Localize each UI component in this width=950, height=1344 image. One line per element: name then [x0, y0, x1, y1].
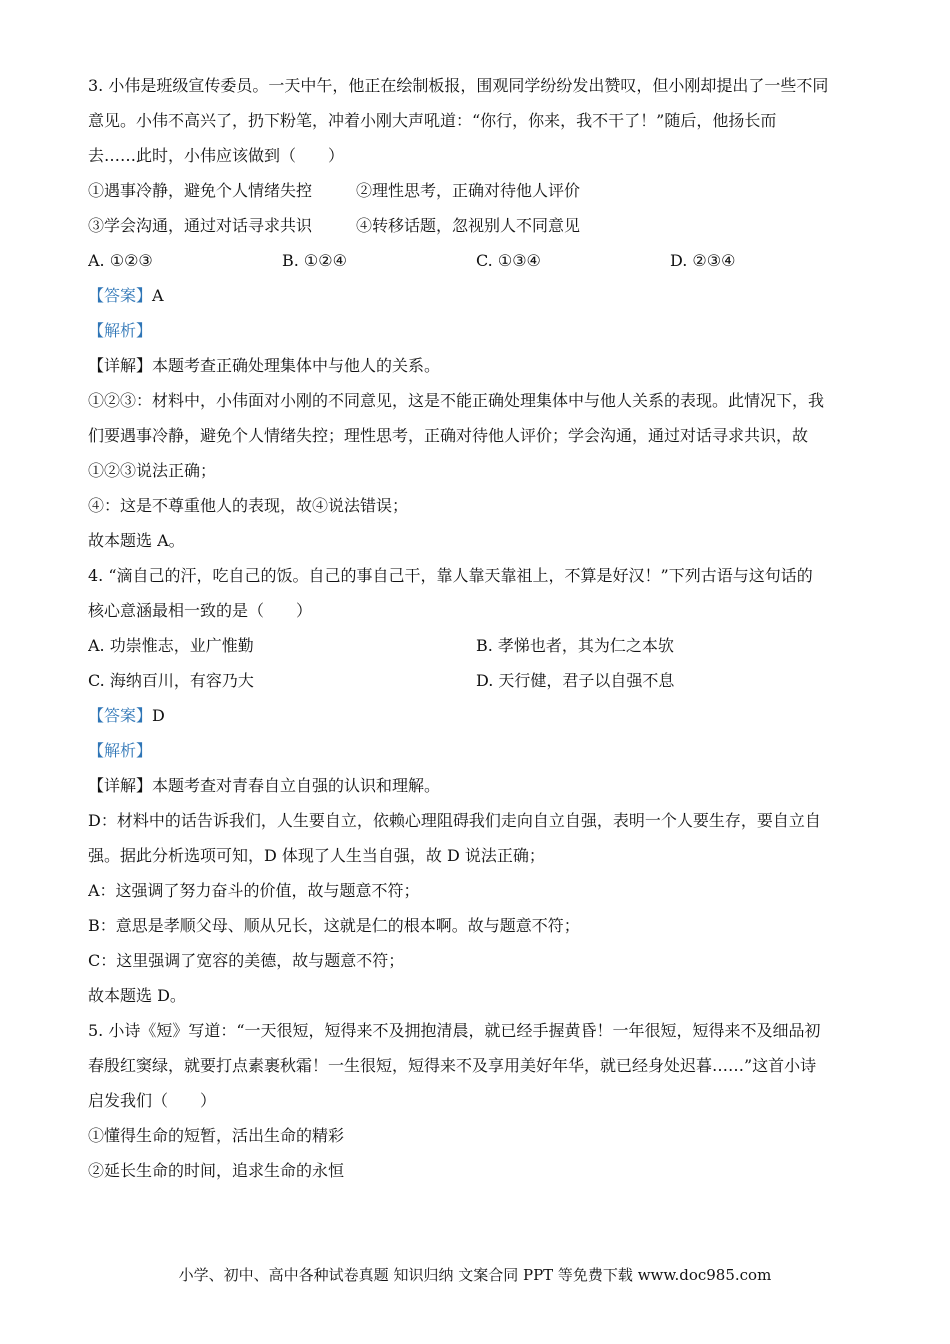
document-body [88, 68, 868, 1188]
analysis-tag: 【解析】 [88, 321, 153, 340]
question-stem-line: 春殷红窦绿，就要打点素裹秋霜！一生很短，短得来不及享用美好年华，就已经身处迟暮……”这首小诗 [88, 1056, 817, 1075]
question-stem-line: 意见。小伟不高兴了，扔下粉笔，冲着小刚大声吼道：“你行，你来，我不干了！”随后，他扬长而 [88, 111, 777, 130]
options-row [88, 663, 868, 698]
answer-tag: 【答案】 [88, 706, 153, 725]
detail-line: 故本题选 A。 [88, 531, 185, 550]
option-a: A. 功崇惟志，业广惟勤 [88, 636, 254, 655]
analysis-tag: 【解析】 [88, 741, 153, 760]
answer-value: A [152, 286, 164, 305]
detail-line: C：这里强调了宽容的美德，故与题意不符； [88, 951, 405, 970]
question-stem-line: 3. 小伟是班级宣传委员。一天中午，他正在绘制板报，围观同学纷纷发出赞叹，但小刚却提出了一些不同 [88, 76, 829, 95]
statement-item: ①懂得生命的短暂，活出生命的精彩 [88, 1126, 345, 1145]
option-d: D. 天行健，君子以自强不息 [476, 671, 675, 690]
statement-item: ②延长生命的时间，追求生命的永恒 [88, 1161, 345, 1180]
option-b: B. ①②④ [282, 251, 347, 270]
page-footer: 小学、初中、高中各种试卷真题 知识归纳 文案合同 PPT 等免费下载 www.doc985.com [178, 1266, 772, 1284]
detail-line: 故本题选 D。 [88, 986, 186, 1005]
detail-line: 强。据此分析选项可知，D 体现了人生当自强，故 D 说法正确； [88, 846, 545, 865]
detail-line: ①②③：材料中，小伟面对小刚的不同意见，这是不能正确处理集体中与他人关系的表现。此情况下，我 [88, 391, 825, 410]
statement-row [88, 173, 868, 208]
detail-line: D：材料中的话告诉我们，人生要自立，依赖心理阻碍我们走向自立自强，表明一个人要生存，要自立自 [88, 811, 821, 830]
option-c: C. 海纳百川，有容乃大 [88, 671, 254, 690]
question-5 [88, 1013, 868, 1188]
detail-line: 【详解】本题考查对青春自立自强的认识和理解。 [88, 776, 441, 795]
option-b: B. 孝悌也者，其为仁之本欤 [476, 636, 674, 655]
question-3 [88, 68, 868, 558]
options-row [88, 628, 868, 663]
statement-item: ④转移话题，忽视别人不同意见 [356, 216, 581, 235]
question-stem-line: 启发我们（ ） [88, 1091, 217, 1110]
detail-line: ④：这是不尊重他人的表现，故④说法错误； [88, 496, 409, 515]
options-row [88, 243, 868, 278]
option-d: D. ②③④ [670, 251, 736, 270]
question-stem-line: 去……此时，小伟应该做到（ ） [88, 146, 345, 165]
question-stem-line: 核心意涵最相一致的是（ ） [88, 601, 313, 620]
answer-tag: 【答案】 [88, 286, 153, 305]
statement-item: ③学会沟通，通过对话寻求共识 [88, 216, 313, 235]
answer-line [88, 698, 868, 733]
detail-line: ①②③说法正确； [88, 461, 217, 480]
statement-row [88, 208, 868, 243]
detail-line: 【详解】本题考查正确处理集体中与他人的关系。 [88, 356, 441, 375]
option-c: C. ①③④ [476, 251, 541, 270]
answer-line [88, 278, 868, 313]
statement-item: ②理性思考，正确对待他人评价 [356, 181, 581, 200]
answer-value: D [152, 706, 165, 725]
statement-item: ①遇事冷静，避免个人情绪失控 [88, 181, 313, 200]
detail-line: A：这强调了努力奋斗的价值，故与题意不符； [88, 881, 420, 900]
detail-line: 们要遇事冷静，避免个人情绪失控；理性思考，正确对待他人评价；学会沟通，通过对话寻求共识，故 [88, 426, 809, 445]
question-4 [88, 558, 868, 1013]
question-stem-line: 5. 小诗《短》写道：“一天很短，短得来不及拥抱清晨，就已经手握黄昏！一年很短，短得来不及细品初 [88, 1021, 821, 1040]
option-a: A. ①②③ [88, 251, 153, 270]
question-stem-line: 4. “滴自己的汗，吃自己的饭。自己的事自己干，靠人靠天靠祖上，不算是好汉！”下列古语与这句话的 [88, 566, 813, 585]
detail-line: B：意思是孝顺父母、顺从兄长，这就是仁的根本啊。故与题意不符； [88, 916, 580, 935]
